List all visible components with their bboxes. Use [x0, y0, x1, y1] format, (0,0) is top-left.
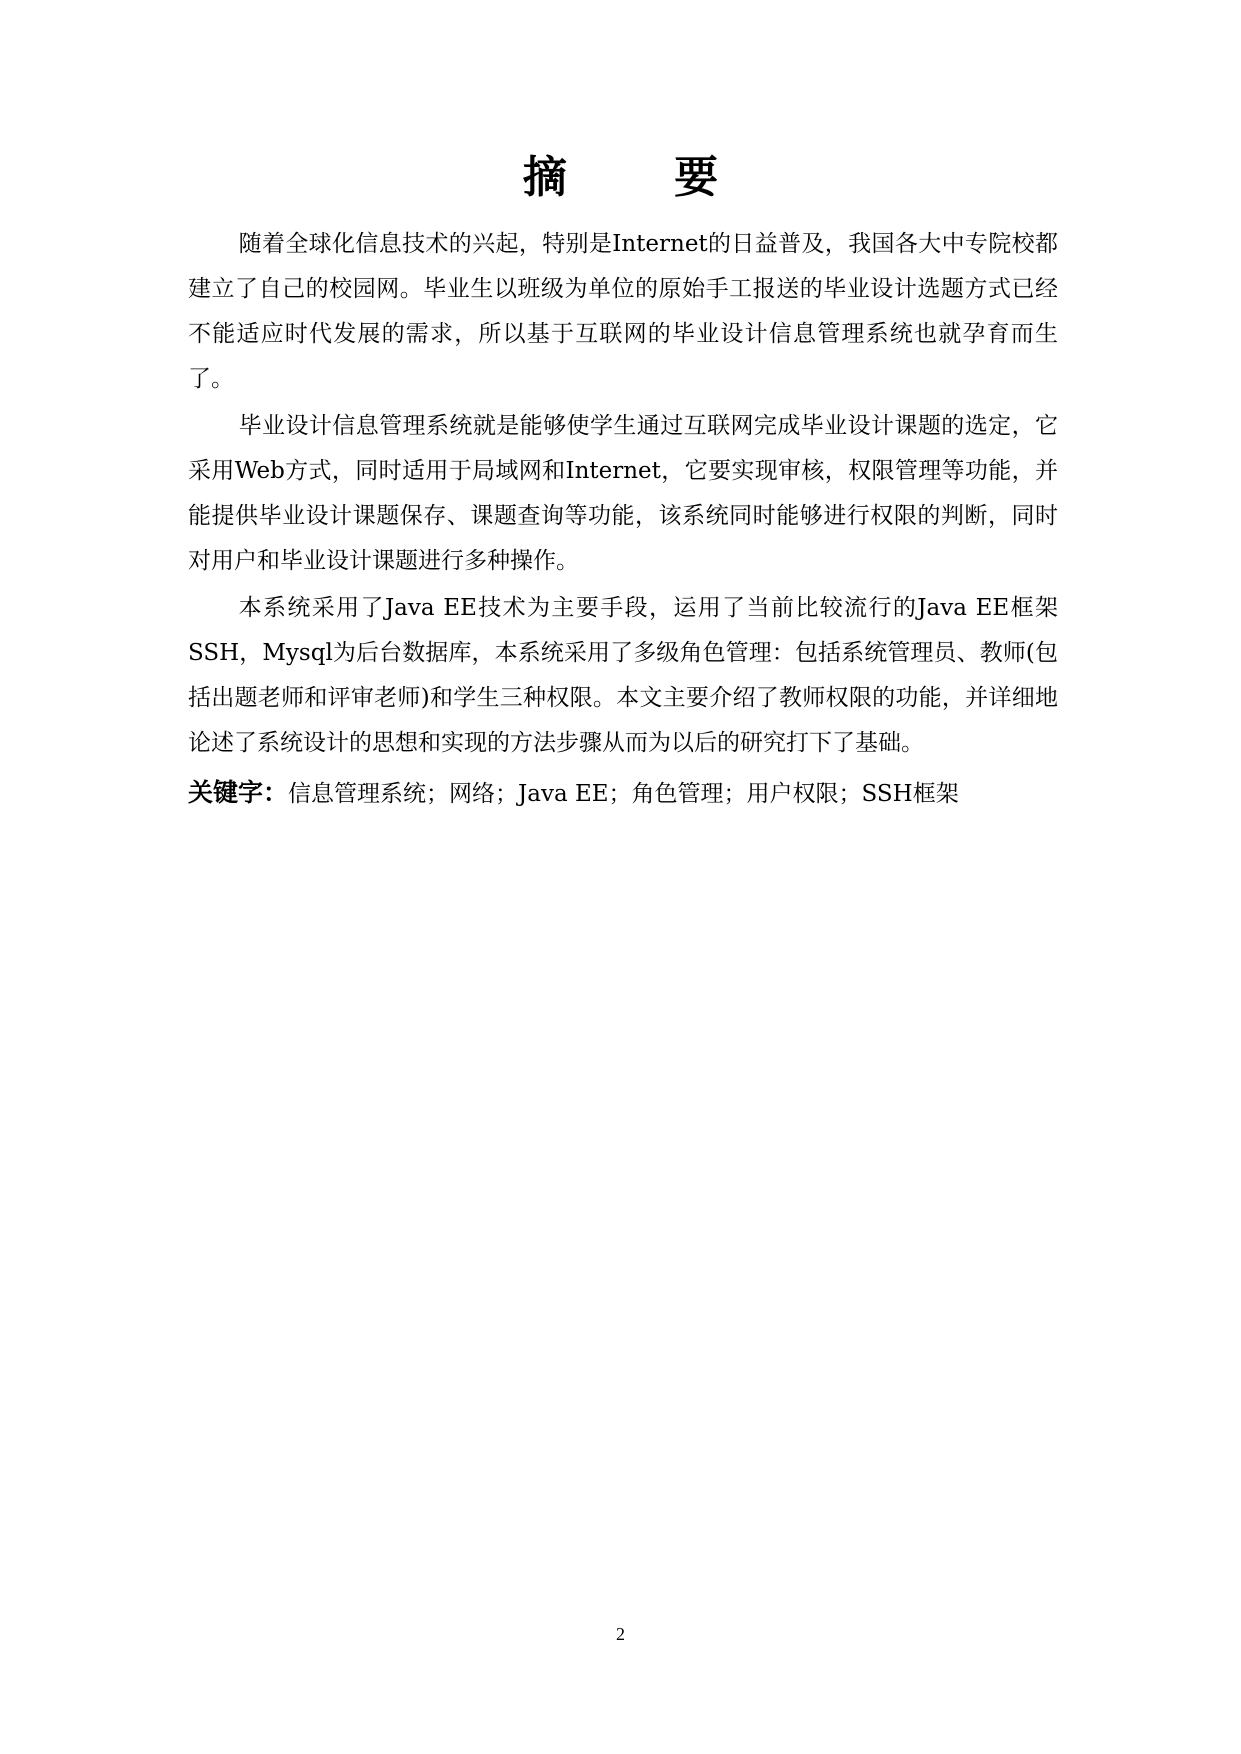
abstract-paragraph-1: 随着全球化信息技术的兴起，特别是Internet的日益普及，我国各大中专院校都建立了自己的校园网。毕业生以班级为单位的原始手工报送的毕业设计选题方式已经不能适应时代发展的需求，所以基于互联网的毕业设计信息管理系统也就孕育而生了。 [188, 231, 1058, 392]
keywords-label: 关键字： [188, 778, 289, 807]
abstract-body [188, 222, 1058, 817]
abstract-paragraph-3: 本系统采用了Java EE技术为主要手段，运用了当前比较流行的Java EE框架SSH，Mysql为后台数据库，本系统采用了多级角色管理：包括系统管理员、教师(包括出题老师和评审老师)和学生三种权限。本文主要介绍了教师权限的功能，并详细地论述了系统设计的思想和实现的方法步骤从而为以后的研究打下了基础。 [188, 595, 1058, 756]
abstract-paragraph-2: 毕业设计信息管理系统就是能够使学生通过互联网完成毕业设计课题的选定，它采用Web方式，同时适用于局域网和Internet，它要实现审核，权限管理等功能，并能提供毕业设计课题保存、课题查询等功能，该系统同时能够进行权限的判断，同时对用户和毕业设计课题进行多种操作。 [188, 413, 1058, 574]
keywords-line [188, 770, 1058, 817]
keywords-text: 信息管理系统；网络；Java EE；角色管理；用户权限；SSH框架 [288, 781, 959, 807]
abstract-title: 摘 要 [522, 152, 765, 203]
page-number: 2 [616, 1624, 625, 1644]
